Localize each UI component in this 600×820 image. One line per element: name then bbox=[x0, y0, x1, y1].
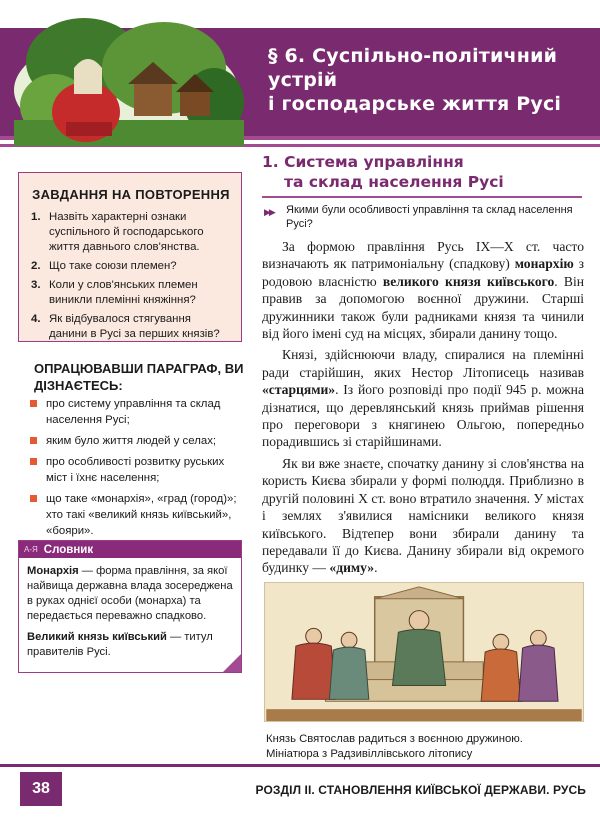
paragraph bbox=[262, 455, 584, 577]
review-item-number: 2. bbox=[31, 260, 41, 272]
question-text: Якими були особливості управління та склад населення Русі? bbox=[286, 204, 573, 230]
review-item-text: Назвіть характерні ознаки суспільного й господарського життя давнього слов'янства. bbox=[49, 211, 204, 253]
review-item bbox=[31, 278, 231, 308]
key-term: «диму» bbox=[329, 560, 375, 576]
glossary-term: Монархія bbox=[27, 565, 79, 577]
section-title-line2: та склад населення Русі bbox=[284, 173, 504, 191]
key-term: монархію bbox=[514, 256, 574, 272]
review-item bbox=[31, 259, 231, 274]
glossary-title: Словник bbox=[43, 543, 94, 556]
corner-decoration bbox=[223, 654, 241, 672]
glossary-body bbox=[19, 558, 241, 660]
review-item-text: Коли у слов'янських племен виникли племінні княжіння? bbox=[49, 279, 198, 306]
review-item bbox=[31, 210, 231, 255]
guiding-question bbox=[264, 203, 582, 231]
review-box bbox=[18, 172, 242, 342]
paragraph bbox=[262, 346, 584, 450]
figure-caption bbox=[266, 732, 586, 762]
list-item bbox=[30, 454, 244, 486]
glossary-box bbox=[18, 540, 242, 673]
glossary-entry bbox=[27, 564, 233, 624]
glossary-definition: — титул правителів Русі. bbox=[27, 631, 213, 658]
square-bullet-icon bbox=[30, 396, 46, 428]
glossary-term: Великий князь київський bbox=[27, 631, 167, 643]
glossary-header bbox=[19, 541, 241, 558]
key-term: великого князя київського bbox=[382, 273, 555, 289]
review-item-text: Що таке союзи племен? bbox=[49, 260, 177, 272]
learn-item-text: про систему управління та склад населення Русі; bbox=[46, 398, 221, 426]
section-title bbox=[262, 152, 582, 192]
text-run: з родовою власністю bbox=[262, 256, 584, 289]
learn-item-text: яким було життя людей у селах; bbox=[46, 435, 217, 447]
miniature-illustration bbox=[264, 582, 584, 722]
review-item bbox=[31, 312, 231, 342]
running-footer: РОЗДІЛ ІІ. СТАНОВЛЕННЯ КИЇВСЬКОЇ ДЕРЖАВИ. РУСЬ bbox=[255, 783, 586, 797]
main-text bbox=[262, 238, 584, 581]
review-item-number: 3. bbox=[31, 279, 41, 291]
glossary-entry bbox=[27, 630, 233, 660]
section-title-line1: 1. Система управління bbox=[262, 153, 464, 171]
chapter-title-line1: § 6. Суспільно-політичний устрій bbox=[268, 45, 558, 91]
text-run: . Із його розповіді про події 945 р. можна дізнатися, що деревлянський князь приймав рішення про переговори з княгинею Ольгою, попередньо порадившись зі старійшинами. bbox=[262, 382, 584, 450]
review-item-text: Як відбувалося стягування данини в Русі за перших князів? bbox=[49, 313, 220, 340]
dictionary-icon: А-Я bbox=[24, 545, 38, 554]
square-bullet-icon bbox=[30, 454, 46, 486]
glossary-definition: — форма правління, за якої найвища державна влада зосереджена в руках однієї особи (монарха) та передається переважно спадково. bbox=[27, 565, 233, 622]
learn-list bbox=[30, 396, 244, 544]
review-title: ЗАВДАННЯ НА ПОВТОРЕННЯ bbox=[32, 187, 230, 202]
double-arrow-icon: ▶▶ bbox=[264, 207, 274, 217]
chapter-title bbox=[268, 44, 588, 116]
learn-title: ОПРАЦЮВАВШИ ПАРАГРАФ, ВИ ДІЗНАЄТЕСЬ: bbox=[34, 361, 244, 393]
text-run: Як ви вже знаєте, спочатку данину зі слов'янства на користь Києва збирали у формі полюддя. Приблизно в другій половині X ст. воно втратило значення. У містах і землях з'явилися намісники великого князя київського. Відтепер вони збирали данину та передавали її до Києва. Данину збирали від окремого будинку — bbox=[262, 455, 584, 576]
square-bullet-icon bbox=[30, 433, 46, 449]
text-run: . bbox=[374, 560, 378, 576]
chapter-title-line2: і господарське життя Русі bbox=[268, 93, 562, 115]
list-item bbox=[30, 396, 244, 428]
paragraph bbox=[262, 238, 584, 342]
text-run: За формою правління Русь IX—X ст. часто визначають як патримоніальну (спадкову) bbox=[262, 239, 584, 272]
header-illustration bbox=[14, 10, 244, 146]
text-run: . Він правив за допомогою воєнної дружини. Старші дружинники також були радниками князя та чинили від його імені суд на місцях, збирали данину тощо. bbox=[262, 273, 584, 342]
section-divider bbox=[262, 196, 582, 198]
caption-line1: Князь Святослав радиться з воєнною дружиною. bbox=[266, 733, 523, 745]
review-item-number: 1. bbox=[31, 211, 41, 223]
caption-line2: Мініатюра з Радзивіллівського літопису bbox=[266, 748, 473, 760]
review-item-number: 4. bbox=[31, 313, 41, 325]
learn-item-text: про особливості розвитку руських міст і їхнє населення; bbox=[46, 456, 225, 484]
learn-item-text: що таке «монархія», «град (город)»; хто такі «великий князь київський», «бояри». bbox=[46, 493, 237, 537]
list-item bbox=[30, 491, 244, 539]
page-number: 38 bbox=[20, 772, 62, 806]
list-item bbox=[30, 433, 244, 449]
key-term: «старцями» bbox=[262, 382, 336, 398]
text-run: Князі, здійснюючи владу, спиралися на племінні ради старійшин, яких Нестор Літописець називав bbox=[262, 347, 584, 380]
square-bullet-icon bbox=[30, 491, 46, 539]
